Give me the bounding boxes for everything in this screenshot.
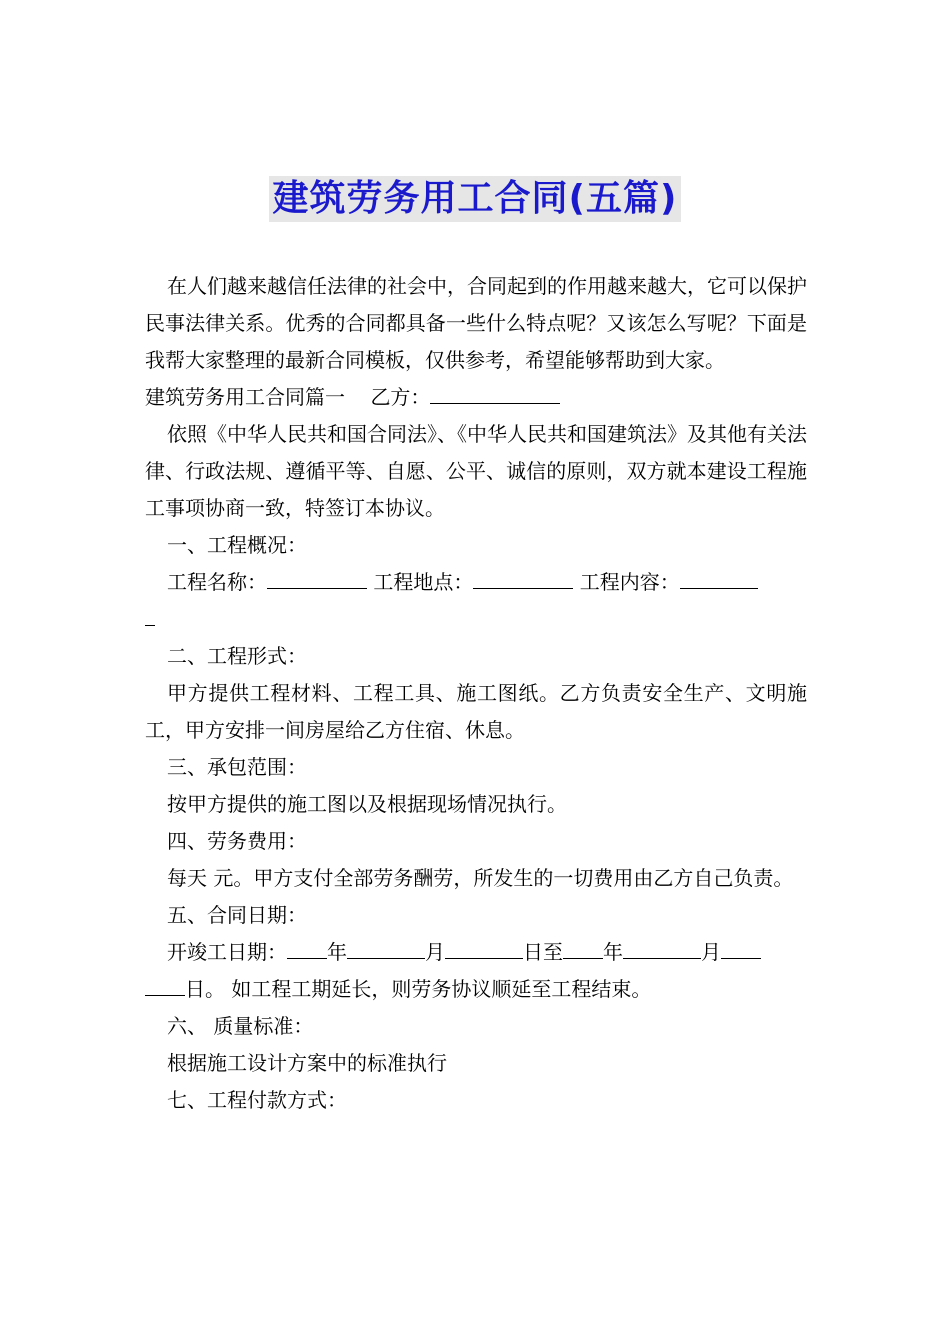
clause-2-heading: 二、工程形式： bbox=[167, 644, 307, 668]
section-heading-line bbox=[145, 379, 807, 416]
dates-label: 开竣工日期： bbox=[167, 940, 287, 964]
clause-7-heading: 七、工程付款方式： bbox=[167, 1088, 347, 1112]
project-name-label: 工程名称： bbox=[167, 570, 267, 594]
project-name-blank bbox=[267, 570, 367, 589]
clause-5-dates-cont bbox=[145, 971, 807, 1008]
clause-3-heading: 三、承包范围： bbox=[167, 755, 307, 779]
document-title: 建筑劳务用工合同(五篇) bbox=[269, 176, 682, 222]
clause-5-dates bbox=[145, 934, 807, 971]
clause-4-heading: 四、劳务费用： bbox=[167, 829, 307, 853]
clause-1-heading: 一、工程概况： bbox=[167, 533, 307, 557]
clause-2-text: 甲方提供工程材料、工程工具、施工图纸。乙方负责安全生产、文明施工，甲方安排一间房屋给乙方住宿、休息。 bbox=[145, 681, 807, 742]
end-day-unit: 日。 bbox=[185, 977, 225, 1001]
clause-6-text: 根据施工设计方案中的标准执行 bbox=[167, 1051, 447, 1075]
party-b-label: 乙方： bbox=[370, 385, 431, 409]
title-area bbox=[0, 176, 950, 222]
end-month-blank bbox=[623, 940, 701, 959]
extension-text: 如工程工期延长，则劳务协议顺延至工程结束。 bbox=[231, 977, 652, 1001]
party-b-blank bbox=[430, 385, 560, 404]
project-location-label: 工程地点： bbox=[373, 570, 474, 594]
end-year-unit: 年 bbox=[603, 940, 623, 964]
clause-6-heading: 六、 质量标准： bbox=[167, 1014, 314, 1038]
project-content-blank bbox=[680, 570, 758, 589]
clause-5-heading: 五、合同日期： bbox=[167, 903, 307, 927]
document-body bbox=[145, 268, 807, 1119]
preamble-paragraph: 依照《中华人民共和国合同法》、《中华人民共和国建筑法》及其他有关法律、行政法规、遵循平等、自愿、公平、诚信的原则，双方就本建设工程施工事项协商一致，特签订本协议。 bbox=[145, 422, 807, 520]
clause-1-fields bbox=[145, 564, 807, 601]
clause-3-text: 按甲方提供的施工图以及根据现场情况执行。 bbox=[167, 792, 567, 816]
clause-1-fields-wrap bbox=[145, 601, 807, 638]
start-day-blank bbox=[445, 940, 523, 959]
end-day-blank bbox=[721, 940, 761, 959]
project-content-label: 工程内容： bbox=[579, 570, 680, 594]
project-location-blank bbox=[473, 570, 573, 589]
end-year-blank bbox=[563, 940, 603, 959]
start-month-unit: 月 bbox=[425, 940, 445, 964]
start-month-blank bbox=[347, 940, 425, 959]
end-day-blank-cont bbox=[145, 977, 185, 996]
start-day-to: 日至 bbox=[523, 940, 563, 964]
start-year-unit: 年 bbox=[327, 940, 347, 964]
section-heading: 建筑劳务用工合同篇一 bbox=[145, 385, 345, 409]
start-year-blank bbox=[287, 940, 327, 959]
intro-paragraph: 在人们越来越信任法律的社会中，合同起到的作用越来越大，它可以保护民事法律关系。优秀的合同都具备一些什么特点呢？又该怎么写呢？下面是我帮大家整理的最新合同模板，仅供参考，希望能够帮助到大家。 bbox=[145, 274, 807, 372]
end-month-unit: 月 bbox=[701, 940, 721, 964]
project-content-blank-cont bbox=[145, 607, 155, 626]
clause-4-text: 每天 元。甲方支付全部劳务酬劳，所发生的一切费用由乙方自己负责。 bbox=[167, 866, 794, 890]
